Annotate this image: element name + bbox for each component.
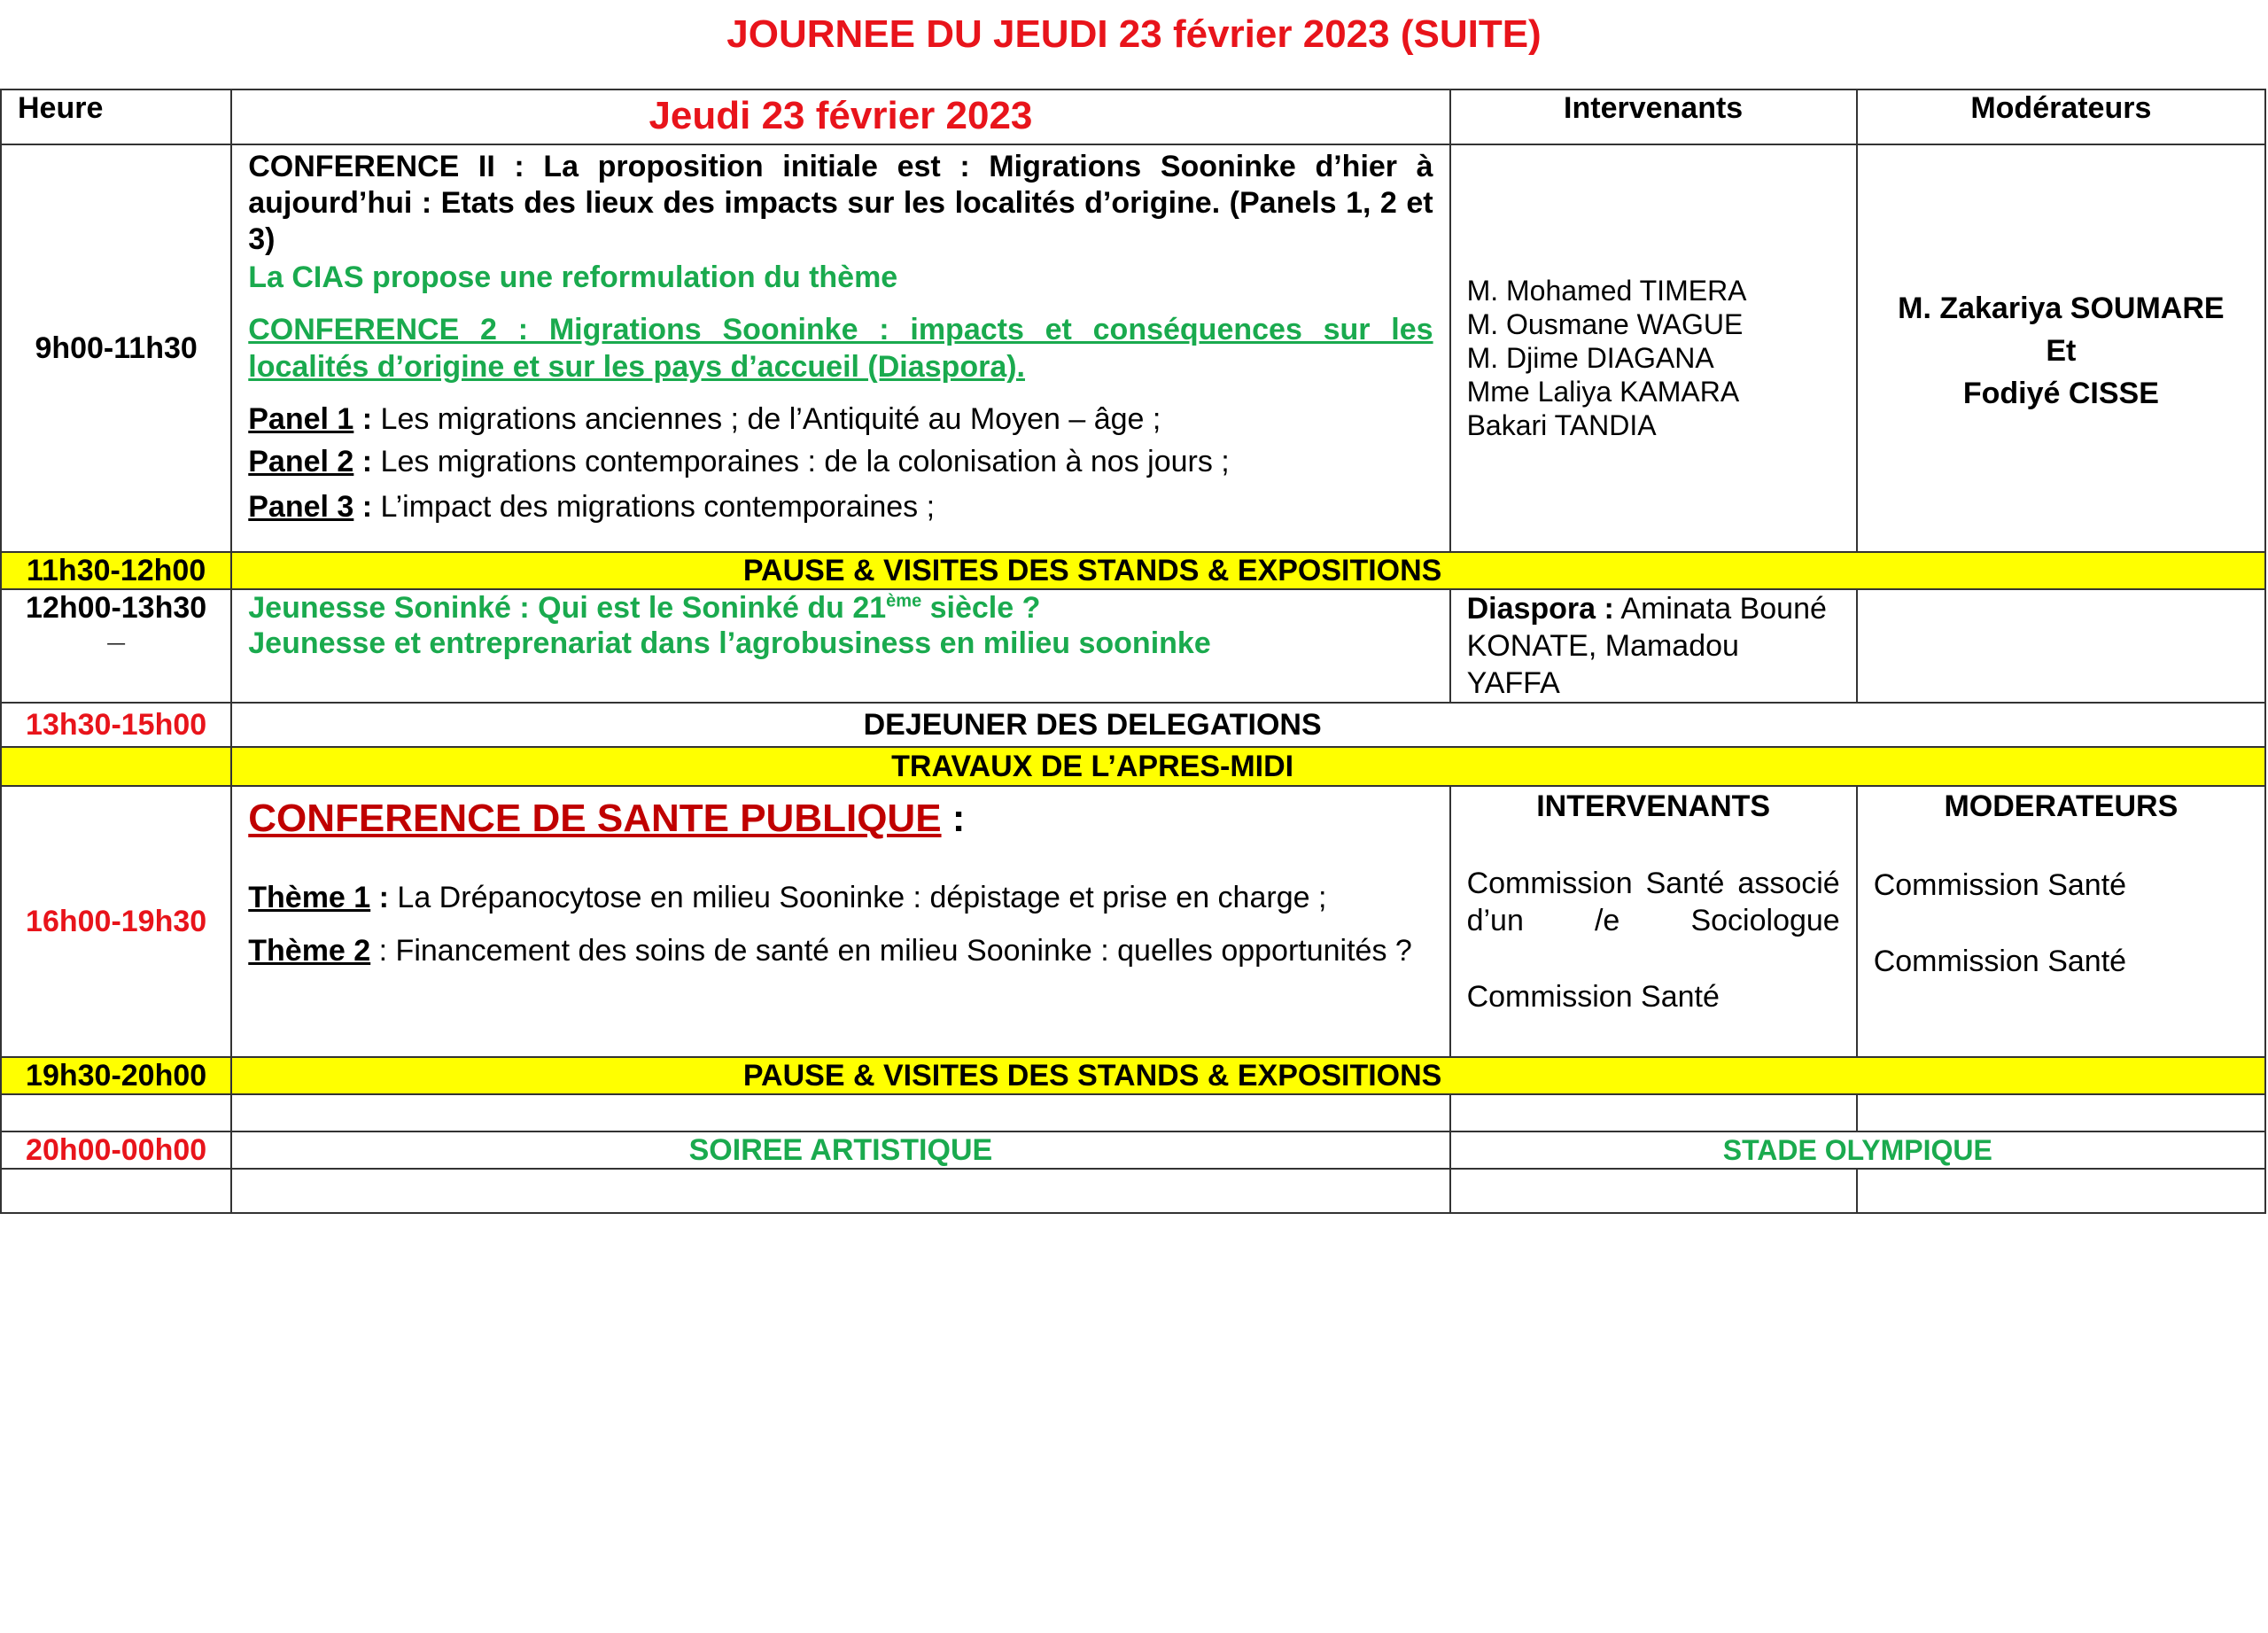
lunch-row	[1, 703, 2265, 747]
conference-title: CONFERENCE II : La proposition initiale est : Migrations Sooninke d’hier à aujourd’hui : Etats des lieux des impacts sur les localités d’origine. (Panels 1, 2 et 3)	[248, 150, 1433, 256]
youth-title-text: Jeunesse Soninké : Qui est le Soninké du 21	[248, 591, 887, 625]
moderateurs-header: MODERATEURS	[1944, 789, 2179, 823]
session-row	[1, 786, 2265, 1057]
intervenants-line: Commission Santé associé d’un /e Sociologue	[1466, 867, 1840, 937]
session-time: 9h00-11h30	[1, 144, 231, 552]
speaker: M. Ousmane WAGUE	[1466, 308, 1744, 340]
conference-2-title: CONFERENCE 2 : Migrations Sooninke : impacts et conséquences sur les localités d’origine et sur les pays d’accueil (Diaspora).	[248, 313, 1433, 384]
empty-cell	[1, 1169, 231, 1213]
empty-cell	[1857, 1169, 2265, 1213]
page-title: JOURNEE DU JEUDI 23 février 2023 (SUITE)	[726, 12, 1542, 56]
evening-row	[1, 1131, 2265, 1169]
moderator: M. Zakariya SOUMARE	[1898, 292, 2225, 325]
panel-item	[248, 483, 1433, 531]
session-time-label: 12h00-13h30	[26, 591, 207, 625]
session-content	[231, 589, 1449, 703]
diaspora-speakers: Aminata Bouné KONATE, Mamadou YAFFA	[1466, 592, 1827, 700]
theme-item	[248, 932, 1433, 969]
evening-time: 20h00-00h00	[1, 1131, 231, 1169]
session-row	[1, 144, 2265, 552]
youth-title	[248, 590, 1433, 626]
session-intervenants	[1450, 786, 1857, 1057]
panel-colon: :	[353, 445, 381, 478]
panel-label: Panel 3	[248, 490, 354, 524]
panel-item	[248, 398, 1433, 440]
panel-label: Panel 1	[248, 402, 354, 436]
health-conference-title	[248, 792, 1433, 845]
session-content	[231, 786, 1449, 1057]
session-moderateurs	[1857, 144, 2265, 552]
session-moderateurs	[1857, 786, 2265, 1057]
pause-time: 19h30-20h00	[1, 1057, 231, 1094]
theme-text: Financement des soins de santé en milieu Sooninke : quelles opportunités ?	[395, 934, 1412, 968]
session-row	[1, 589, 2265, 703]
moderateurs-line: Commission Santé	[1873, 945, 2127, 978]
pause-row	[1, 1057, 2265, 1094]
afternoon-row	[1, 747, 2265, 786]
pause-time: 11h30-12h00	[1, 552, 231, 589]
evening-label: SOIREE ARTISTIQUE	[231, 1131, 1449, 1169]
pause-label: PAUSE & VISITES DES STANDS & EXPOSITIONS	[231, 1057, 2265, 1094]
panel-text: Les migrations anciennes ; de l’Antiquité au Moyen – âge ;	[380, 402, 1161, 436]
header-day: Jeudi 23 février 2023	[231, 89, 1449, 144]
session-time: 16h00-19h30	[1, 786, 231, 1057]
panel-item	[248, 440, 1433, 483]
afternoon-time	[1, 747, 231, 786]
theme-label: Thème 2	[248, 934, 371, 968]
header-heure: Heure	[1, 89, 231, 144]
moderator-connector: Et	[2046, 334, 2077, 368]
header-moderateurs: Modérateurs	[1857, 89, 2265, 144]
speaker: Mme Laliya KAMARA	[1466, 376, 1740, 408]
panel-list	[248, 398, 1433, 531]
theme-item	[248, 879, 1433, 916]
session-intervenants	[1450, 144, 1857, 552]
empty-cell	[231, 1094, 1449, 1131]
session-content	[231, 144, 1449, 552]
speaker: Bakari TANDIA	[1466, 409, 1657, 441]
empty-row	[1, 1169, 2265, 1213]
afternoon-label: TRAVAUX DE L’APRES-MIDI	[231, 747, 2265, 786]
lunch-time: 13h30-15h00	[1, 703, 231, 747]
theme-label: Thème 1	[248, 881, 371, 914]
health-title-colon: :	[941, 797, 966, 840]
empty-cell	[1450, 1094, 1857, 1131]
panel-colon: :	[353, 402, 381, 436]
moderator: Fodiyé CISSE	[1962, 377, 2159, 410]
session-time	[1, 589, 231, 703]
empty-cell	[1, 1094, 231, 1131]
panel-text: Les migrations contemporaines : de la colonisation à nos jours ;	[380, 445, 1230, 478]
superscript: ème	[886, 591, 922, 611]
empty-cell	[231, 1169, 1449, 1213]
pause-row	[1, 552, 2265, 589]
header-intervenants: Intervenants	[1450, 89, 1857, 144]
panel-label: Panel 2	[248, 445, 354, 478]
cias-note: La CIAS propose une reformulation du thème	[248, 261, 898, 294]
theme-text: La Drépanocytose en milieu Sooninke : dépistage et prise en charge ;	[397, 881, 1327, 914]
evening-place: STADE OLYMPIQUE	[1450, 1131, 2265, 1169]
session-time-dash: —	[107, 634, 126, 653]
speaker: M. Mohamed TIMERA	[1466, 275, 1747, 307]
theme-colon: :	[370, 881, 398, 914]
theme-colon: :	[370, 934, 396, 968]
youth-subtitle: Jeunesse et entreprenariat dans l’agrobusiness en milieu sooninke	[248, 626, 1211, 660]
empty-cell	[1450, 1169, 1857, 1213]
youth-title-end: siècle ?	[921, 591, 1041, 625]
diaspora-label: Diaspora :	[1466, 592, 1614, 626]
lunch-label: DEJEUNER DES DELEGATIONS	[231, 703, 2265, 747]
empty-row	[1, 1094, 2265, 1131]
empty-cell	[1857, 1094, 2265, 1131]
table-header-row	[1, 89, 2265, 144]
panel-colon: :	[353, 490, 381, 524]
intervenants-line: Commission Santé	[1466, 980, 1720, 1014]
health-title-text: CONFERENCE DE SANTE PUBLIQUE	[248, 797, 942, 840]
intervenants-header: INTERVENANTS	[1536, 789, 1771, 823]
speaker: M. Djime DIAGANA	[1466, 342, 1714, 374]
program-table	[0, 89, 2266, 1214]
session-intervenants	[1450, 589, 1857, 703]
panel-text: L’impact des migrations contemporaines ;	[380, 490, 936, 524]
session-moderateurs	[1857, 589, 2265, 703]
pause-label: PAUSE & VISITES DES STANDS & EXPOSITIONS	[231, 552, 2265, 589]
moderateurs-line: Commission Santé	[1873, 868, 2127, 902]
